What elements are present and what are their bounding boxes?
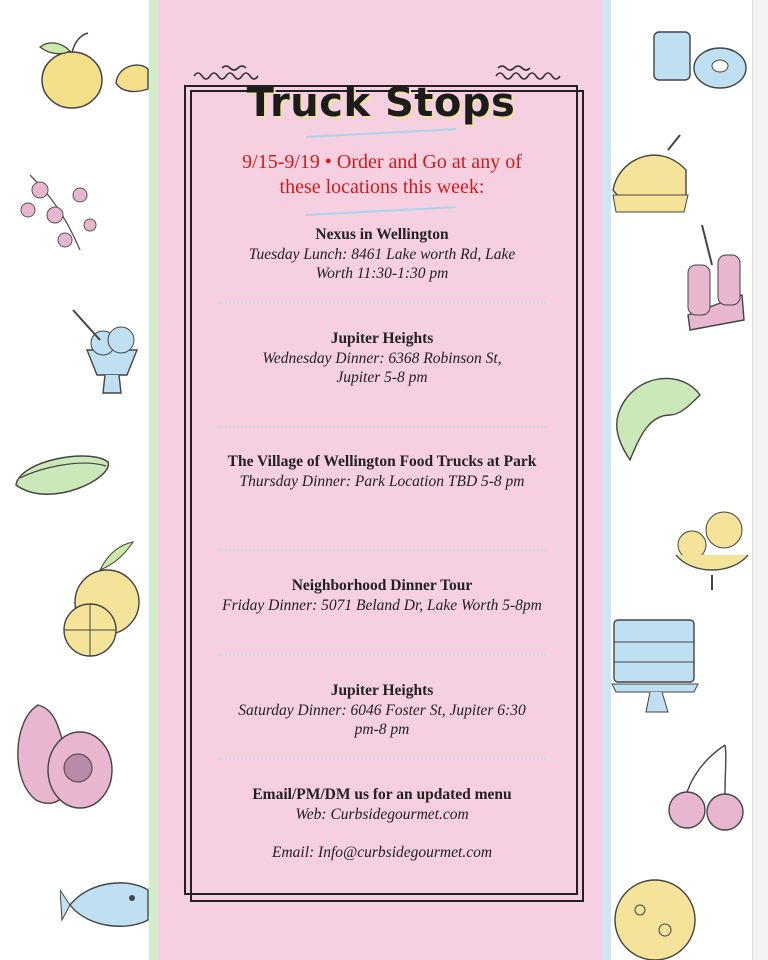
peach-slice-icon [110, 55, 150, 100]
stop-friday [200, 576, 564, 615]
stop-detail: Friday Dinner: 5071 Beland Dr, Lake Worth 5-8pm [222, 596, 542, 614]
stop-thursday [200, 452, 564, 491]
stop-name: The Village of Wellington Food Trucks at Park [227, 453, 537, 470]
divider [218, 426, 546, 428]
stop-detail: Thursday Dinner: Park Location TBD 5-8 pm [239, 472, 525, 490]
lemon-icon [45, 540, 150, 665]
menu-cta: Email/PM/DM us for an updated menu [252, 786, 512, 803]
page-title: Truck Stops [246, 80, 516, 126]
sandwich-icon [10, 440, 115, 515]
email-text: Email: Info@curbsidegourmet.com [271, 844, 493, 861]
cake-icon [610, 600, 700, 720]
stop-saturday [200, 681, 564, 740]
intro-text [200, 150, 564, 200]
stop-name: Neighborhood Dinner Tour [291, 577, 473, 594]
avocado-icon [8, 700, 118, 815]
fish-icon [60, 860, 150, 940]
stop-detail: Saturday Dinner: 6046 Foster St, Jupiter 6:30 pm-8 pm [238, 701, 526, 738]
intro-line-2: these locations this week: [279, 176, 485, 198]
divider [218, 758, 546, 760]
cheese-icon [610, 870, 700, 960]
coffee-donut-icon [648, 20, 748, 95]
stop-name: Jupiter Heights [330, 682, 434, 699]
contact-section [200, 785, 564, 863]
intro-line-1: 9/15-9/19 • Order and Go at any of [242, 151, 522, 173]
stop-name: Jupiter Heights [330, 330, 434, 347]
stop-name: Nexus in Wellington [315, 226, 449, 243]
divider [218, 654, 546, 656]
peach-icon [30, 25, 110, 115]
stop-wednesday [200, 329, 564, 388]
right-squiggle-icon [494, 64, 566, 80]
berries-icon [10, 155, 105, 260]
blue-border-strip [602, 0, 611, 960]
croissant-icon [610, 365, 705, 465]
cherries-icon [665, 740, 750, 840]
stop-detail: Wednesday Dinner: 6368 Robinson St, Jupiter 5-8 pm [262, 349, 502, 386]
divider [218, 549, 546, 551]
website-text: Web: Curbsidegourmet.com [295, 806, 469, 823]
green-border-strip [149, 0, 158, 960]
divider [218, 302, 546, 304]
stop-detail: Tuesday Lunch: 8461 Lake worth Rd, Lake Worth 11:30-1:30 pm [248, 245, 516, 282]
stop-tuesday [200, 225, 564, 284]
roast-chicken-icon [608, 130, 693, 220]
ice-cream-icon [65, 305, 150, 400]
left-squiggle-icon [192, 64, 264, 80]
salt-pepper-icon [680, 225, 750, 335]
fruit-bowl-icon [672, 500, 750, 595]
